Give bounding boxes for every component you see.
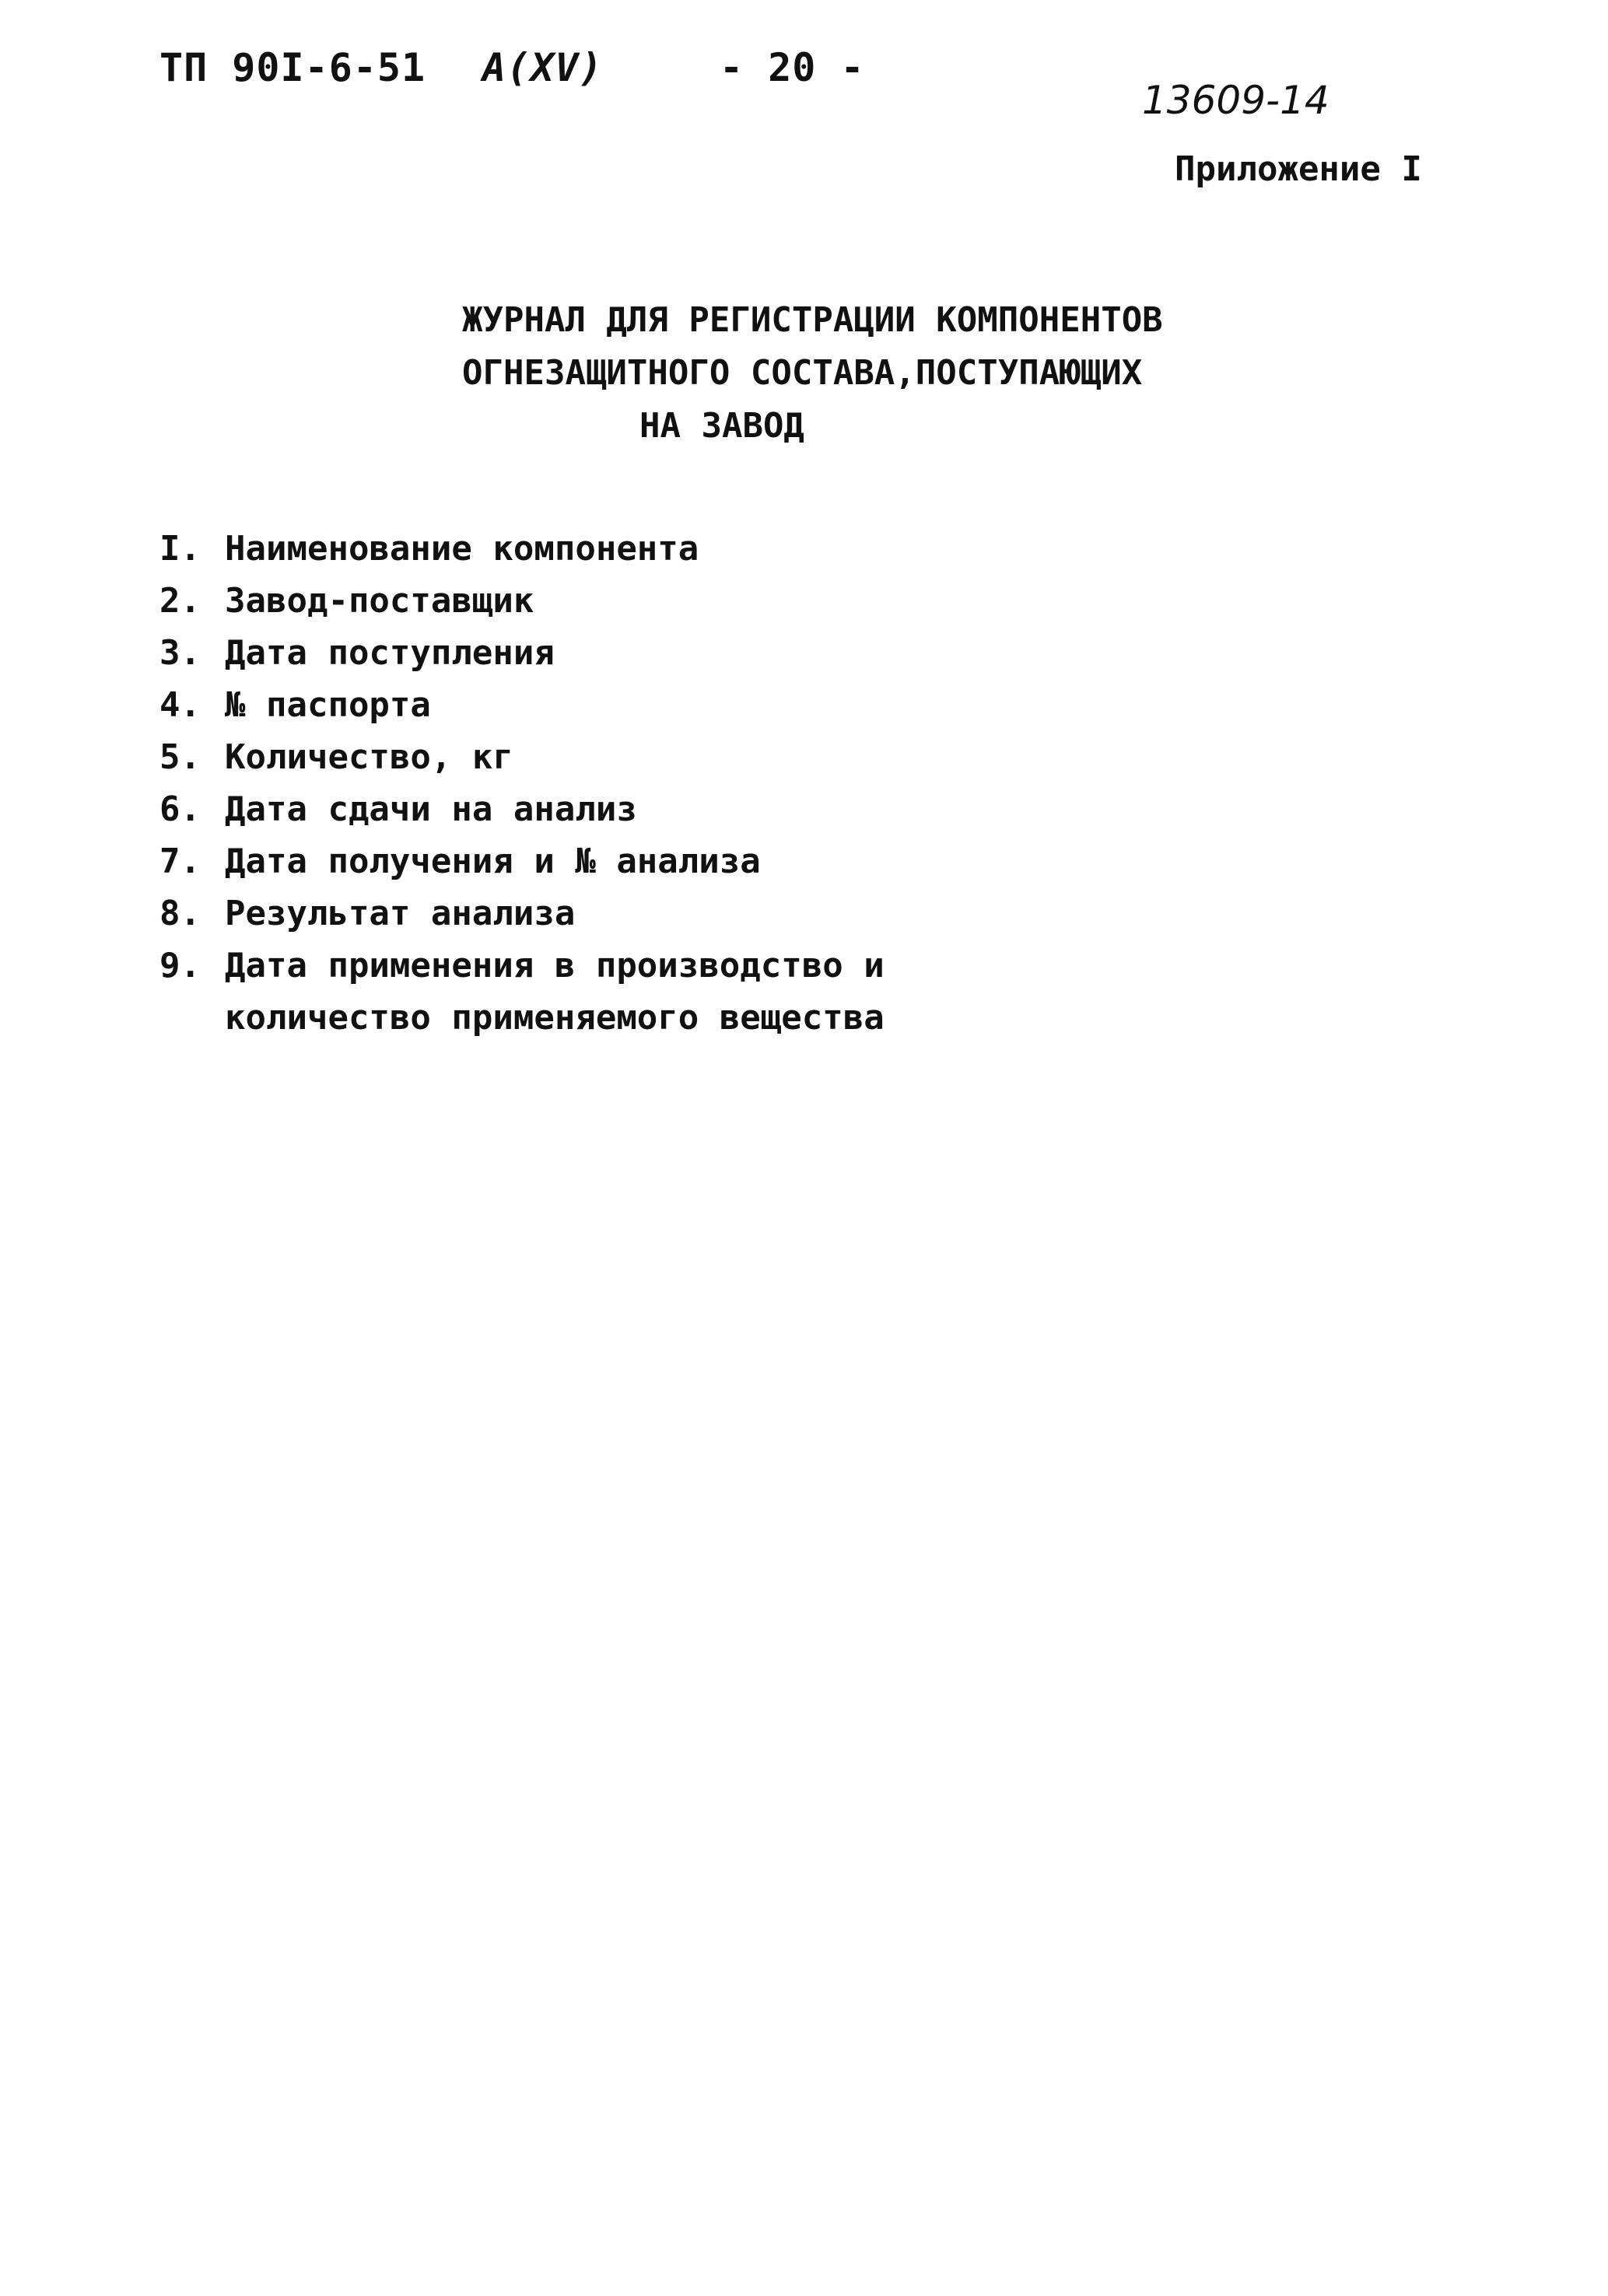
item-text: Наименование компонента [225, 529, 699, 569]
item-number: 4. [159, 685, 201, 725]
item-number: I. [159, 529, 201, 569]
item-text: Дата применения в производство и [225, 946, 885, 985]
item-text: Дата получения и № анализа [225, 842, 761, 881]
handwritten-number: 13609-14 [1142, 78, 1329, 123]
journal-title [0, 294, 1608, 453]
list-item [159, 940, 885, 992]
title-line-1: ЖУРНАЛ ДЛЯ РЕГИСТРАЦИИ КОМПОНЕНТОВ [462, 300, 1163, 340]
list-item [159, 523, 885, 575]
item-continuation: количество применяемого вещества [225, 998, 885, 1038]
item-number: 8. [159, 894, 201, 933]
item-number: 3. [159, 633, 201, 673]
item-text: № паспорта [225, 685, 431, 725]
item-text: Дата поступления [225, 633, 555, 673]
item-number: 9. [159, 946, 201, 985]
item-text: Дата сдачи на анализ [225, 789, 637, 829]
item-number: 7. [159, 842, 201, 881]
list-item [159, 627, 885, 679]
title-line-3: НА ЗАВОД [639, 406, 804, 446]
item-text: Количество, кг [225, 737, 513, 777]
title-line-2: ОГНЕЗАЩИТНОГО СОСТАВА,ПОСТУПАЮЩИХ [462, 353, 1143, 393]
item-number: 2. [159, 581, 201, 621]
page-number: - 20 - [720, 45, 865, 90]
list-item [159, 679, 885, 731]
item-text: Результат анализа [225, 894, 576, 933]
appendix-label: Приложение I [1175, 149, 1422, 189]
item-number: 6. [159, 789, 201, 829]
field-list [159, 523, 885, 1044]
document-code: ТП 90I-6-51 [159, 45, 426, 90]
list-item [159, 575, 885, 627]
sheet-mark: А(ХV) [482, 45, 604, 90]
list-item [159, 731, 885, 783]
list-item [159, 887, 885, 940]
item-number: 5. [159, 737, 201, 777]
item-text: Завод-поставщик [225, 581, 534, 621]
list-item [159, 783, 885, 835]
list-item [159, 835, 885, 887]
